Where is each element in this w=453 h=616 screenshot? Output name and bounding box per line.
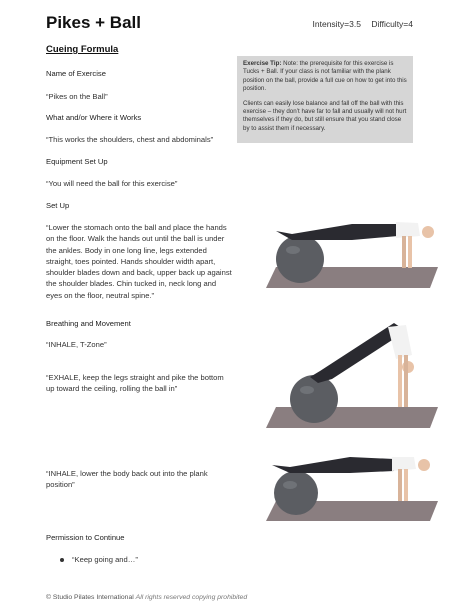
head xyxy=(418,459,430,471)
where-it-works-text: “This works the shoulders, chest and abdominals” xyxy=(46,135,214,144)
permission-label: Permission to Continue xyxy=(46,533,125,542)
inhale-lower-text: “INHALE, lower the body back out into the plank position” xyxy=(46,469,208,490)
bullet-icon xyxy=(60,558,64,562)
exercise-ball xyxy=(290,375,338,423)
legs xyxy=(272,457,394,473)
top xyxy=(396,222,420,238)
copyright-text: © Studio Pilates International xyxy=(46,594,134,601)
legs xyxy=(276,224,398,240)
name-of-exercise-label: Name of Exercise xyxy=(46,69,106,78)
equipment-label: Equipment Set Up xyxy=(46,157,108,166)
tip-text-2: Clients can easily lose balance and fall off the ball with this exercise – they don’t have far to fall and usually will not hurt themselves if they do, but still ensure that you stand close by to assist them if necessary. xyxy=(243,99,407,132)
rights-text: All rights reserved copying prohibited xyxy=(135,594,248,601)
equipment-text: “You will need the ball for this exercise” xyxy=(46,179,178,188)
footer xyxy=(46,594,247,601)
arm xyxy=(398,355,402,407)
arm xyxy=(404,469,408,501)
breathing-label: Breathing and Movement xyxy=(46,319,131,328)
bullet-item xyxy=(60,555,138,564)
lower-to-plank-photo xyxy=(262,445,442,525)
bullet-text: “Keep going and…” xyxy=(72,555,138,564)
exercise-ball xyxy=(276,235,324,283)
arm xyxy=(408,236,412,268)
pike-on-ball-photo xyxy=(262,315,442,433)
exercise-mat xyxy=(266,407,438,428)
top xyxy=(388,325,412,359)
head xyxy=(422,226,434,238)
exercise-ball xyxy=(274,471,318,515)
difficulty-label: Difficulty=4 xyxy=(371,19,413,29)
name-of-exercise-text: “Pikes on the Ball” xyxy=(46,92,108,101)
intensity-label: Intensity=3.5 xyxy=(312,19,361,29)
setup-text: “Lower the stomach onto the ball and place the hands on the floor. Walk the hands out until the ball is under the ankles. Body in one long line, legs extended straight, toes pointed. Hands shoulder width apart, shoulder blades down and back, upper back up against the shoulder blades. Chin tucked in, neck long and eyes on the floor, neutral spine.” xyxy=(46,223,232,300)
exhale-text: “EXHALE, keep the legs straight and pike the bottom up toward the ceiling, rolling the ball in” xyxy=(46,373,224,394)
tip-prefix: Exercise Tip: xyxy=(243,60,282,67)
plank-on-ball-photo xyxy=(262,210,442,295)
where-it-works-label: What and/or Where it Works xyxy=(46,113,142,122)
cueing-formula-heading: Cueing Formula xyxy=(46,44,119,55)
page-title: Pikes + Ball xyxy=(46,13,141,32)
tip-text-1: Note: the prerequisite for this exercise is Tucks + Ball. If your class is not familiar with the plank position on the ball, provide a full cue on how to get into this position. xyxy=(243,60,407,93)
top xyxy=(392,457,416,471)
exercise-tip-box xyxy=(237,56,413,143)
setup-label: Set Up xyxy=(46,201,70,210)
inhale-tzone-text: “INHALE, T-Zone” xyxy=(46,340,107,349)
intensity-difficulty xyxy=(313,19,413,29)
